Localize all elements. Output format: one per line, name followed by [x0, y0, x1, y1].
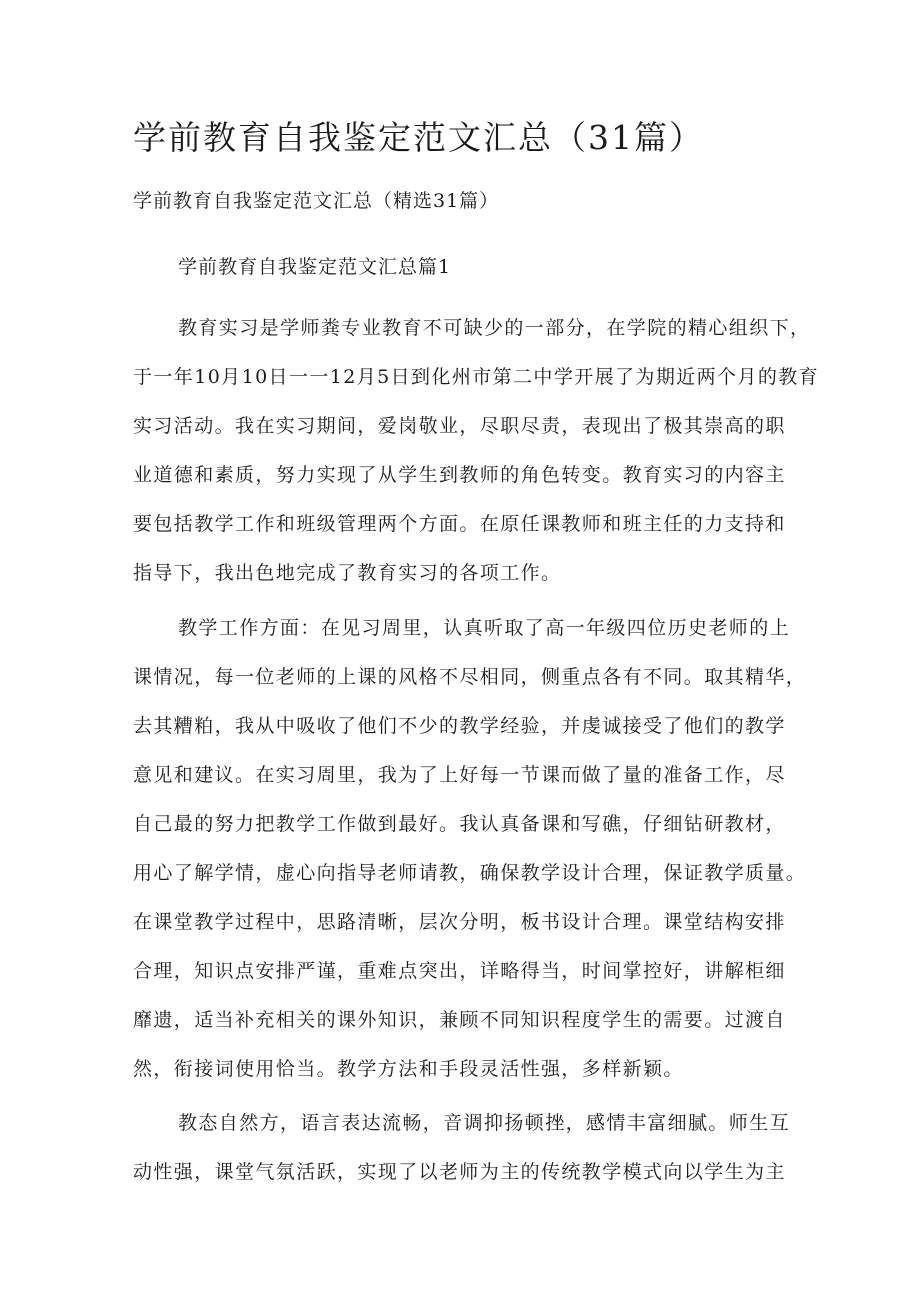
paragraph-line: 教育实习是学师粪专业教育不可缺少的一部分，在学院的精心组织下，	[178, 317, 811, 339]
paragraph-line: 合理，知识点安排严谨，重难点突出，详略得当，时间掌控好，讲解柜细	[133, 960, 786, 982]
section-heading: 学前教育自我鉴定范文汇总篇1	[178, 256, 452, 278]
paragraph-line: 实习活动。我在实习期间，爱岗敬业，尽职尽责，表现出了极其崇高的职	[133, 415, 786, 437]
paragraph-line: 去其糟粕，我从中吸收了他们不少的教学经验，并虔诚接受了他们的教学	[133, 715, 786, 737]
paragraph-2	[133, 604, 807, 1094]
document-subtitle: 学前教育自我鉴定范文汇总（精选31篇）	[133, 190, 500, 212]
paragraph-1	[133, 304, 820, 598]
paragraph-line: 业道德和素质，努力实现了从学生到教师的角色转变。教育实习的内容主	[133, 464, 786, 486]
paragraph-line: 自己最的努力把教学工作做到最好。我认真备课和写礁，仔细钻研教材，	[133, 813, 786, 835]
paragraph-line: 指导下，我出色地完成了教育实习的各项工作。	[133, 562, 562, 584]
paragraph-line: 于一年10月10日一一12月5日到化州市第二中学开展了为期近两个月的教育	[133, 366, 820, 388]
paragraph-line: 在课堂教学过程中，思路清晰，层次分明，板书设计合理。课堂结构安排	[133, 911, 786, 933]
paragraph-line: 靡遗，适当补充相关的课外知识，兼顾不同知识程度学生的需要。过渡自	[133, 1009, 786, 1031]
paragraph-line: 动性强，课堂气氛活跃，实现了以老师为主的传统教学模式向以学生为主	[133, 1161, 786, 1183]
paragraph-line: 教学工作方面：在见习周里，认真听取了高一年级四位历史老师的上	[178, 617, 791, 639]
paragraph-line: 课情况，每一位老师的上课的风格不尽相同，侧重点各有不同。取其精华，	[133, 666, 807, 688]
paragraph-line: 教态自然方，语言表达流畅，音调抑扬顿挫，感情丰富细腻。师生互	[178, 1112, 791, 1134]
paragraph-line: 意见和建议。在实习周里，我为了上好每一节课而做了量的准备工作，尽	[133, 764, 786, 786]
document-title: 学前教育自我鉴定范文汇总（31篇）	[133, 118, 704, 157]
paragraph-3	[133, 1099, 793, 1197]
paragraph-line: 要包括教学工作和班级管理两个方面。在原任课教师和班主任的力支持和	[133, 513, 786, 535]
paragraph-line: 用心了解学情，虚心向指导老师请教，确保教学设计合理，保证教学质量。	[133, 862, 807, 884]
paragraph-line: 然，衔接词使用恰当。教学方法和手段灵活性强，多样新颖。	[133, 1058, 684, 1080]
